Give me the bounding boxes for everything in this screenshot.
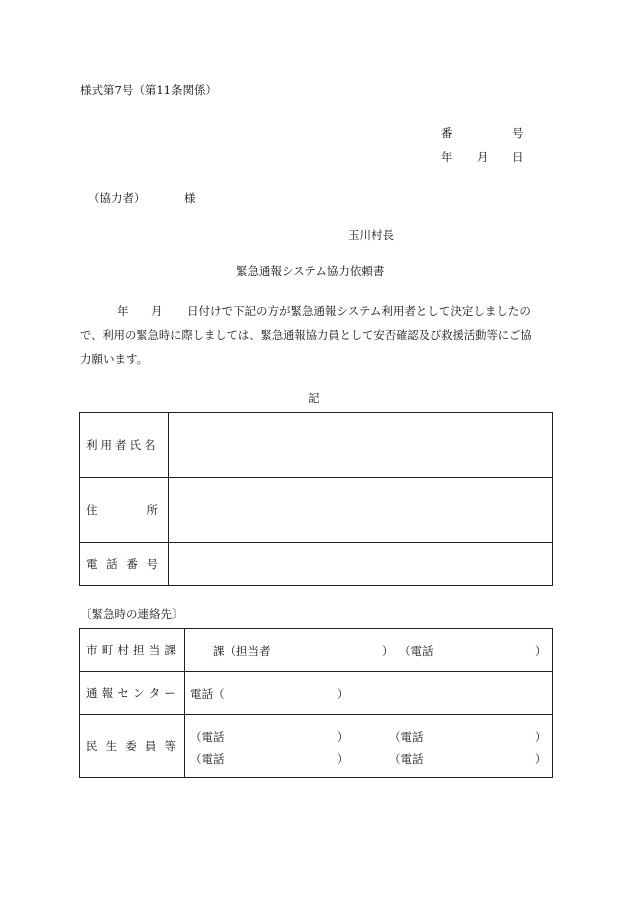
welfare-close-3: ） [337,752,349,766]
body-month: 月 [151,304,163,318]
municipal-char: 村 [117,643,129,657]
user-phone-field[interactable] [169,543,553,586]
emergency-contacts-heading: 〔緊急時の連絡先〕 [80,607,184,621]
user-address-row [80,478,553,543]
document-number-suffix: 号 [512,126,524,140]
center-char: 報 [101,686,114,700]
municipal-row [80,629,553,672]
center-char: セ [117,686,129,700]
municipal-close-1: ） [382,644,394,658]
welfare-char: 委 [125,739,137,753]
welfare-field[interactable] [185,715,553,778]
address-char: 所 [146,503,158,517]
user-name-label-text: 利用者氏名 [86,438,159,452]
welfare-close-1: ） [337,730,349,744]
welfare-char: 民 [86,739,98,753]
center-row [80,672,553,715]
user-address-label [80,478,169,543]
phone-char: 番 [126,557,138,571]
municipal-label [80,629,185,672]
date-year: 年 [441,150,453,164]
municipal-char: 市 [86,643,98,657]
body-line-3: 力願います。 [80,352,149,366]
phone-char: 電 [86,557,98,571]
document-number-label [441,125,453,141]
issuer: 玉川村長 [348,228,394,242]
center-field[interactable] [185,672,553,715]
date-day: 日 [512,150,524,164]
user-name-row [80,413,553,478]
user-name-label [80,413,169,478]
body-year: 年 [117,304,129,318]
welfare-phone-4: （電話 [389,752,424,766]
municipal-field[interactable] [185,629,553,672]
form-number: 様式第7号（第11条関係） [80,83,217,97]
document-title: 緊急通報システム協力依頼書 [236,264,385,278]
body-line-2: で、利用の緊急時に際しましては、緊急通報協力員として安否確認及び救援活動等にご協 [80,329,532,342]
note-heading: 記 [308,391,320,405]
user-phone-label [80,543,169,586]
recipient-label: （協力者） [88,191,146,205]
phone-char: 話 [106,557,118,571]
welfare-phone-2: （電話 [389,730,424,744]
municipal-char: 町 [101,643,114,657]
municipal-char: 担 [133,643,145,657]
user-name-field[interactable] [169,413,553,478]
body-line-1: 日付けで下記の方が緊急通報システム利用者として決定しましたの [187,304,531,318]
emergency-contacts-table [79,628,553,778]
welfare-char: 生 [105,739,118,753]
municipal-section: 課（担当者 [213,644,271,658]
user-phone-row [80,543,553,586]
center-label [80,672,185,715]
center-phone: 電話（ [190,687,225,701]
municipal-phone: （電話 [399,644,434,658]
municipal-char: 課 [164,643,176,657]
welfare-phone-3: （電話 [190,752,225,766]
center-char: ー [164,686,176,700]
address-char: 住 [86,503,98,517]
number-prefix: 番 [441,126,453,140]
user-address-field[interactable] [169,478,553,543]
welfare-row [80,715,553,778]
center-char: ン [133,686,145,700]
municipal-char: 当 [148,643,161,657]
center-char: タ [148,686,161,700]
welfare-close-4: ） [535,752,547,766]
welfare-label [80,715,185,778]
recipient-honorific: 様 [184,191,196,205]
welfare-char: 等 [164,739,176,753]
date-month: 月 [477,150,489,164]
center-char: 通 [86,686,98,700]
welfare-phone-1: （電話 [190,730,225,744]
welfare-char: 員 [144,739,157,753]
phone-char: 号 [146,557,158,571]
municipal-close-2: ） [535,644,547,658]
welfare-close-2: ） [535,730,547,744]
user-info-table [79,412,553,586]
center-close: ） [337,687,349,701]
